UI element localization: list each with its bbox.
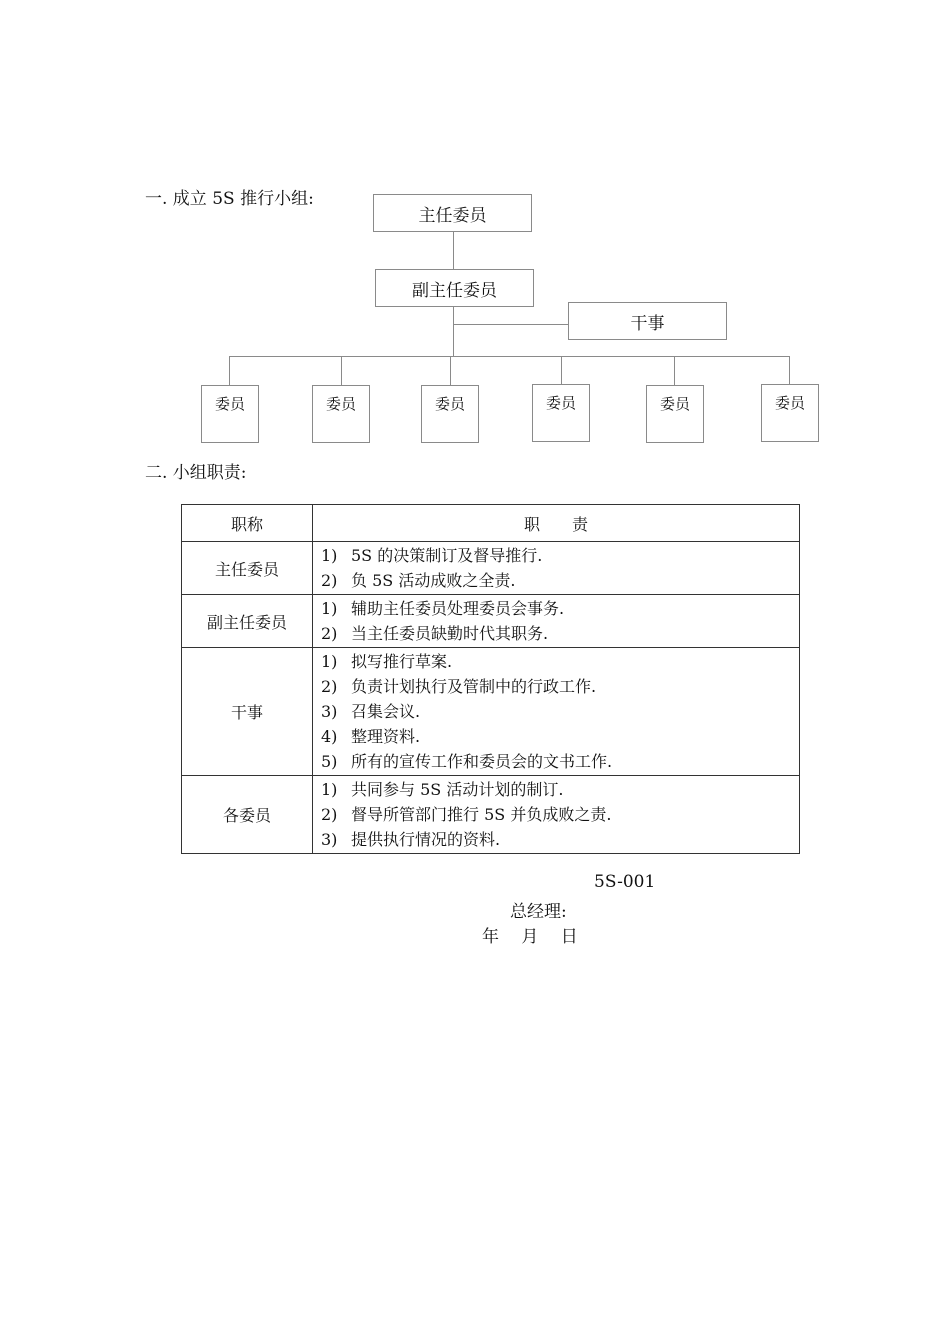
duty-number: 2) — [321, 677, 338, 696]
responsibilities-table — [181, 504, 800, 854]
table-header-row — [182, 505, 800, 542]
org-box-chair: 主任委员 — [373, 194, 532, 232]
duty-item — [321, 596, 799, 621]
duty-number: 1) — [321, 599, 338, 618]
org-box-member: 委员 — [532, 384, 590, 442]
duty-list — [313, 595, 800, 648]
date-line: 年 月 日 — [482, 927, 578, 947]
duty-number: 3) — [321, 702, 338, 721]
duty-list — [313, 648, 800, 776]
duty-item — [321, 699, 799, 724]
duty-item — [321, 674, 799, 699]
org-connector — [789, 356, 790, 385]
signer-label: 总经理: — [510, 902, 567, 922]
org-connector — [561, 356, 562, 385]
org-connector — [341, 356, 342, 385]
duty-item — [321, 749, 799, 774]
duty-number: 2) — [321, 805, 338, 824]
duty-item — [321, 802, 799, 827]
org-box-member: 委员 — [761, 384, 819, 442]
role-title: 干事 — [182, 648, 313, 776]
duty-text: 提供执行情况的资料. — [351, 830, 501, 849]
role-title: 副主任委员 — [182, 595, 313, 648]
duty-number: 3) — [321, 830, 338, 849]
duty-item — [321, 649, 799, 674]
column-header-title: 职称 — [182, 505, 313, 542]
org-box-vice-chair: 副主任委员 — [375, 269, 534, 307]
column-header-duties: 职 责 — [313, 505, 800, 542]
table-row — [182, 542, 800, 595]
role-title: 主任委员 — [182, 542, 313, 595]
duty-item — [321, 777, 799, 802]
org-connector — [229, 356, 230, 385]
org-connector — [453, 324, 569, 325]
org-connector — [674, 356, 675, 385]
org-box-member: 委员 — [421, 385, 479, 443]
duty-item — [321, 724, 799, 749]
duty-text: 整理资料. — [351, 727, 421, 746]
org-connector — [453, 232, 454, 269]
org-connector — [453, 307, 454, 356]
org-connector — [450, 356, 451, 385]
duty-text: 拟写推行草案. — [351, 652, 453, 671]
duty-item — [321, 621, 799, 646]
section1-heading: 一. 成立 5S 推行小组: — [145, 189, 314, 209]
duty-item — [321, 827, 799, 852]
duty-item — [321, 543, 799, 568]
duty-number: 2) — [321, 624, 338, 643]
org-box-member: 委员 — [201, 385, 259, 443]
duty-text: 当主任委员缺勤时代其职务. — [351, 624, 549, 643]
duty-list — [313, 776, 800, 854]
duty-text: 所有的宣传工作和委员会的文书工作. — [351, 752, 613, 771]
table-row — [182, 595, 800, 648]
table-row — [182, 776, 800, 854]
duty-number: 4) — [321, 727, 338, 746]
section2-heading: 二. 小组职责: — [145, 463, 247, 483]
duty-text: 5S 的决策制订及督导推行. — [351, 546, 543, 565]
duty-number: 1) — [321, 546, 338, 565]
duty-item — [321, 568, 799, 593]
org-box-secretary: 干事 — [568, 302, 727, 340]
duty-number: 2) — [321, 571, 338, 590]
table-row — [182, 648, 800, 776]
duty-text: 辅助主任委员处理委员会事务. — [351, 599, 565, 618]
duty-text: 督导所管部门推行 5S 并负成败之责. — [351, 805, 612, 824]
duty-number: 1) — [321, 652, 338, 671]
duty-number: 1) — [321, 780, 338, 799]
duty-text: 共同参与 5S 活动计划的制订. — [351, 780, 564, 799]
org-box-member: 委员 — [312, 385, 370, 443]
duty-number: 5) — [321, 752, 338, 771]
duty-text: 负责计划执行及管制中的行政工作. — [351, 677, 597, 696]
duty-list — [313, 542, 800, 595]
document-number: 5S-001 — [594, 872, 656, 892]
role-title: 各委员 — [182, 776, 313, 854]
org-connector — [229, 356, 790, 357]
duty-text: 召集会议. — [351, 702, 421, 721]
duty-text: 负 5S 活动成败之全责. — [351, 571, 516, 590]
org-box-member: 委员 — [646, 385, 704, 443]
